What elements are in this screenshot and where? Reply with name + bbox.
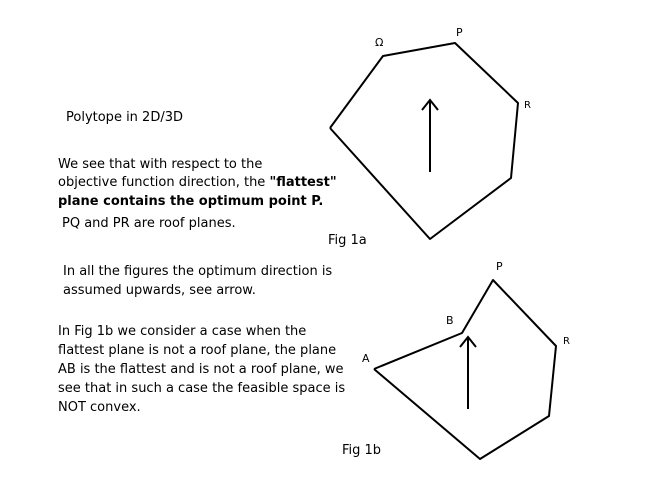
fig-1a: [328, 26, 531, 248]
fig1b-label-r: R: [563, 336, 570, 347]
fig1a-polytope: [330, 43, 518, 239]
fig1b-label-a: A: [362, 352, 370, 365]
flattest-emphasis: "flattest": [269, 175, 337, 190]
fig1b-caption: Fig 1b: [342, 443, 382, 458]
title-text: Polytope in 2D/3D: [66, 110, 183, 125]
direction-note-line-1: In all the figures the optimum direction is: [63, 264, 333, 279]
fig-1b: [342, 260, 570, 459]
fig1a-label-q: Ω: [375, 36, 384, 49]
explanation-line-2-regular: objective function direction, the: [58, 175, 270, 190]
case-note-line-1: In Fig 1b we consider a case when the: [58, 324, 307, 339]
case-note-line-2: flattest plane is not a roof plane, the plane: [58, 343, 337, 358]
explanation-line-3: plane contains the optimum point P.: [58, 194, 324, 209]
fig1a-label-r: R: [524, 100, 531, 111]
case-note-line-5: NOT convex.: [58, 400, 141, 415]
fig1a-caption: Fig 1a: [328, 233, 367, 248]
fig1b-polytope: [374, 280, 556, 459]
fig1b-label-b: B: [446, 314, 454, 327]
explanation-line-1: We see that with respect to the: [58, 157, 263, 172]
case-note-line-3: AB is the flattest and is not a roof plane, we: [58, 362, 344, 377]
fig1a-label-p: P: [456, 26, 463, 39]
fig1b-label-p: P: [496, 260, 503, 273]
direction-note-line-2: assumed upwards, see arrow.: [63, 283, 256, 298]
case-note-line-4: see that in such a case the feasible space is: [58, 381, 346, 396]
explanation-line-4: PQ and PR are roof planes.: [62, 216, 236, 231]
